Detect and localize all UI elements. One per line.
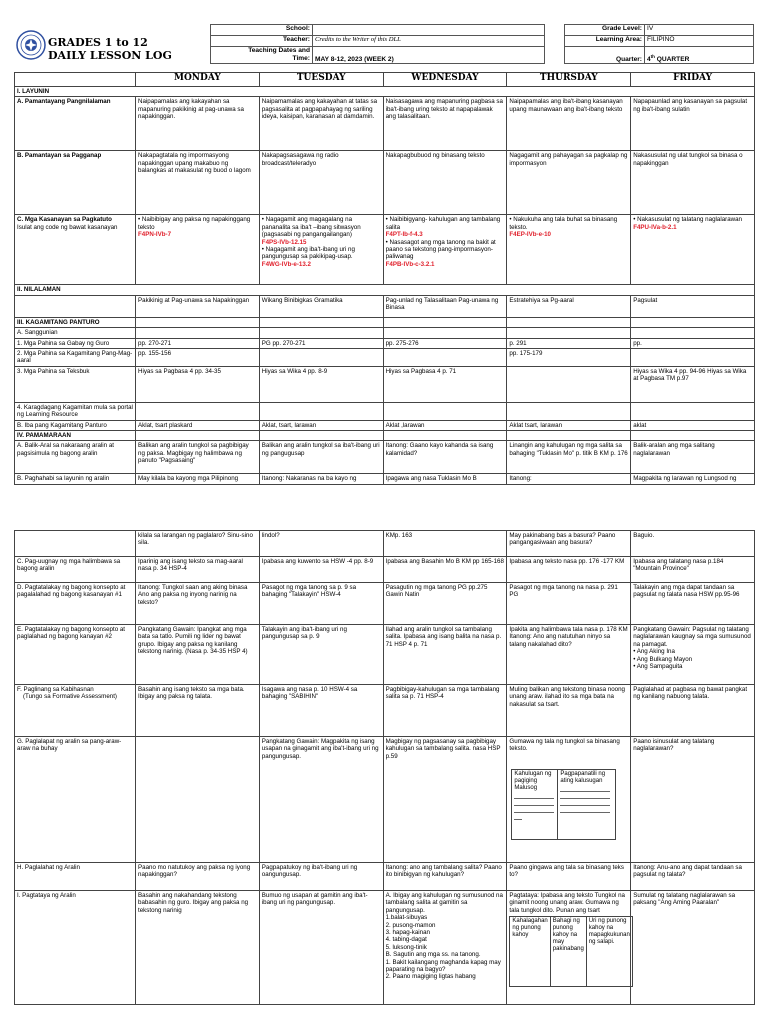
- school-value: [313, 25, 545, 36]
- header-info-table: [210, 24, 754, 64]
- teacher-value: Credits to the Writer of this DLL: [313, 36, 545, 47]
- dates-label: Teaching Dates and Time:: [211, 47, 313, 64]
- table-row: B. Paghahabi sa layunin ng aralin May kilala ba kayong mga Pilipinong Itanong: Nakaranas na ba kayo ng Ipagawa ang nasa Tuklasin Mo B Itanong: Magpakita ng larawan ng Lungsod ng: [15, 474, 755, 484]
- section-pamamaraan: IV. PAMAMARAAN: [15, 431, 755, 441]
- competency-code: F4WG-IVb-e-13.2: [261, 260, 311, 268]
- competency-code: F4PT-Ib-f-4.3: [385, 231, 423, 239]
- competency-code: F4PU-IVa-b-2.1: [633, 223, 677, 231]
- section-nilalaman: II. NILALAMAN: [15, 285, 755, 295]
- table-row: G. Paglalapat ng aralin sa pang-araw-araw na buhay Pangkatang Gawain: Magpakita ng isang usapan na ginagamit ang iba't-ibang uri ng pangungusap. Magbigay ng pagsasanay sa pagbibigay kahulugan sa tambalang salita. nasa HSP p.59 Gumawa ng tala ng tungkol sa binasang teksto. Kahulugan ng pagiging Malusog Pagpapanatili ng ating kalusugan Paano isinusulat ang talatang naglalarawan?: [15, 737, 755, 863]
- table-row: A. Sanggunian: [15, 328, 755, 338]
- teacher-label: Teacher:: [211, 36, 313, 47]
- table-row: D. Pagtatalakay ng bagong konsepto at pagalalahad ng bagong kasanayan #1 Itanong: Tungkol saan ang aking binasa Ano ang paksa ng inyong narinig na teksto? Pasagot ng mga tanong sa p. 9 sa bahaging "Talakayin" HSW-4 Pasagutin ng mga tanong PG pp.275 Gawin Natin Pasagot ng mga tanong na nasa p. 291 PG Talakayin ang mga dapat tandaan sa pagsulat ng talata nasa HSW pp.95-96: [15, 583, 755, 625]
- lesson-log-table-page-2: [14, 530, 755, 1005]
- header: [14, 24, 754, 72]
- deped-seal-icon: [16, 30, 46, 60]
- table-row: E. Pagtatalakay ng bagong konsepto at paglalahad ng bagong kanayan #2 Pangkatang Gawain: Ipangkat ang mga bata sa tatlo. Pumili ng lider ng bawat grupo. Ibigay ang paksa ng kanilang tekstong narinig. (Nasa p. 34-35 HSP 4) Talakayin ang iba't-ibang uri ng pangungusap sa p. 9 Ilahad ang aralin tungkol sa tambalang salita. Ipabasa ang isang balita na nasa p. 71 HSP 4 p. 71 Ipakita ang halimbawa tala nasa p. 178 KM Itanong: Ano ang natutuhan ninyo sa talang nakalahad dito? Pangkatang Gawain: Pagsulat ng talatang naglalarawan kaugnay sa mga sumusunod na pamagat. • Ang Aking Ina • Ang Bulkang Mayon • Ang Sampaguita: [15, 625, 755, 685]
- health-chart: Kahulugan ng pagiging Malusog Pagpapanatili ng ating kalusugan: [511, 769, 616, 840]
- dates-value: MAY 8-12, 2023 (WEEK 2): [313, 47, 545, 64]
- table-row: 3. Mga Pahina sa Teksbuk Hiyas sa Pagbasa 4 pp. 34-35 Hiyas sa Wika 4 pp. 8-9 Hiyas sa Pagbasa 4 p. 71 Hiyas sa Wika 4 pp. 94-96 Hiyas sa Wika at Pagbasa TM p.97: [15, 366, 755, 402]
- area-label: Learning Area:: [565, 36, 645, 47]
- day-wednesday: WEDNESDAY: [383, 73, 507, 87]
- day-tuesday: TUESDAY: [259, 73, 383, 87]
- competency-code: F4PN-IVb-7: [138, 231, 172, 239]
- table-row: Pakikinig at Pag-unawa sa Napakinggan Wikang Binibigkas Gramatika Pag-unlad ng Talasalitaan Pag-unawa ng Binasa Estratehiya sa Pg-aaral Pagsulat: [15, 295, 755, 317]
- tree-chart: Kahalagahan ng punong kahoy Bahagi ng punong kahoy na may pakinabang Uri ng punong kahoy na mapagkukunan ng salapi.: [509, 916, 632, 987]
- lesson-log-table-page-1: [14, 72, 755, 485]
- section-layunin: I. LAYUNIN: [15, 87, 755, 97]
- day-thursday: THURSDAY: [507, 73, 631, 87]
- table-row: 4. Karagdagang Kagamitan mula sa portal ng Learning Resource: [15, 402, 755, 420]
- table-row: C. Pag-uugnay ng mga halimbawa sa bagong aralin Iparinig ang isang teksto sa mag-aaral nasa p. 34 HSP-4 Ipabasa ang kuwento sa HSW -4 pp. 8-9 Ipabasa ang Basahin Mo B KM pp 165-168 Ipabasa ang teksto nasa pp. 176 -177 KM Ipabasa ang talatang nasa p.184 "Mountain Province": [15, 557, 755, 583]
- table-row: 1. Mga Pahina sa Gabay ng Guro pp. 270-271 PG pp. 270-271 pp. 275-276 p. 291 pp.: [15, 338, 755, 348]
- section-kagamitang-panturo: III. KAGAMITANG PANTURO: [15, 317, 755, 327]
- competency-code: F4EP-IVb-e-10: [509, 231, 551, 239]
- day-friday: FRIDAY: [631, 73, 755, 87]
- document-title: GRADES 1 to 12 DAILY LESSON LOG: [48, 36, 172, 62]
- grade-value: IV: [645, 25, 754, 36]
- competency-code: F4PB-IVb-c-3.2.1: [385, 260, 435, 268]
- page-1: [14, 24, 754, 485]
- table-row: A. Balik-Aral sa nakaraang aralin at pagsisimula ng bagong aralin Balikan ang aralin tungkol sa pagbibigay ng paksa. Magbigay ng halimbawa ng panuto "Pagsasaing" Balikan ang aralin tungkol sa iba't-ibang uri ng pangugusap Itanong: Gaano kayo kahanda sa isang kalamidad? Linangin ang kahulugan ng mga salita sa bahaging "Tuklasin Mo" p. titik B KM p. 176 Balik-aralan ang mga salitang naglalarawan: [15, 441, 755, 474]
- table-row: 2. Mga Pahina sa Kagamitang Pang-Mag-aaral pp. 155-156 pp. 175-179: [15, 349, 755, 367]
- table-row: C. Mga Kasanayan sa Pagkatuto Isulat ang code ng bawat kasanayan • Naibibigay ang paksa ng napakinggang teksto F4PN-IVb-7 • Nagagamit ang magagalang na pananalita sa iba't –ibang sitwasyon (pagsasabi ng pangangailangan) F4PS-IVb-12.15 • Nagagamit ang iba't-ibang uri ng pangungusap sa pakikipag-usap. F4WG-IVb-e-13.2 • Naibibigyang- kahulugan ang tambalang salita F4PT-Ib-f-4.3 • Nasasagot ang mga tanong na bakit at paano sa tekstong pang-impormasyon-paliwanag F4PB-IVb-c-3.2.1 • Nakukuha ang tala buhat sa binasang teksto. F4EP-IVb-e-10 • Nakasusulat ng talatang naglalarawan F4PU-IVa-b-2.1: [15, 215, 755, 285]
- table-row: A. Pamantayang Pangnilalaman Naipapamalas ang kakayahan sa mapanuring pakikinig at pag-unawa sa napakinggan. Naipamamalas ang kakayahan at tatas sa pagsasalita at pagpapahayag ng sariling ideya, kaisipan, karanasan at damdamin. Naisasagawa ang mapanuring pagbasa sa iba't-ibang uring teksto at napapalawak ang talasalitaan. Naipapamalas ang iba't-ibang kasanayan upang maunawaan ang iba't-ibang teksto Napapaunlad ang kasanayan sa pagsulat ng iba't-ibang sulatin: [15, 97, 755, 151]
- grade-label: Grade Level:: [565, 25, 645, 36]
- table-row: kilala sa larangan ng paglalaro? Sinu-sino sila. lindol? KMp. 163 May pakinabang bas a basura? Paano pangangasiwaan ang basura? Baguio.: [15, 531, 755, 557]
- page-2: [14, 530, 754, 1005]
- area-value: FILIPINO: [645, 36, 754, 47]
- table-row: B. Iba pang Kagamitang Panturo Aklat, tsart plaskard Aklat, tsart, larawan Aklat ,larawan Aklat tsart, larawan aklat: [15, 420, 755, 430]
- day-monday: MONDAY: [136, 73, 260, 87]
- quarter-value: 4th QUARTER: [645, 47, 754, 64]
- table-row: B. Pamantayan sa Pagganap Nakapagtatala ng impormasyong napakinggan upang makabuo ng balangkas at makasulat ng buod o lagom Nakapagsasagawa ng radio broadcast/teleradyo Nakapagbubuod ng binasang teksto Nagagamit ang pahayagan sa pagkalap ng impormasyon Nakasusulat ng ulat tungkol sa binasa o napakinggan: [15, 151, 755, 215]
- day-header-row: [15, 73, 755, 87]
- table-row: H. Paglalahat ng Aralin Paano mo natutukoy ang paksa ng iyong napakinggan? Pagpapatukoy ng iba't-ibang uri ng oangungusap. Itanong: ano ang tambalang salita? Paano ito binibigyan ng kahulugan? Paano gingawa ang tala sa binasang teks to? Itanong: Anu-ano ang dapat tandaan sa pagsulat ng talata?: [15, 863, 755, 891]
- table-row: I. Pagtataya ng Aralin Basahin ang nakahandang tekstong babasahin ng guro. Ibigay ang paksa ng tekstong narinig Bumuo ng usapan at gamitin ang iba't-ibang uri ng pangungusap. A. Ibigay ang kahulugan ng sumusunod na tambalang salita at gamitin sa pangungusap. 1.balat-sibuyas 2. pusong-mamon 3. hapag-kainan 4. tabing-dagat 5. luksong-tinik B. Sagutin ang mga ss. na tanong. 1. Bakit kailangang maghanda kapag may paparating na bagyo? 2. Paano magiging ligtas habang Pagtataya: Ipabasa ang teksto Tungkol na ginamit noong unang araw. Gumawa ng tala tungkol dito. Punan ang tsart Kahalagahan ng punong kahoy Bahagi ng punong kahoy na may pakinabang Uri ng punong kahoy na mapagkukunan ng salapi. Sumulat ng talatang naglalarawan sa paksang "Ang Aming Paaralan": [15, 891, 755, 1005]
- competency-code: F4PS-IVb-12.15: [261, 238, 307, 246]
- quarter-label: Quarter:: [565, 47, 645, 64]
- school-label: School:: [211, 25, 313, 36]
- table-row: F. Paglinang sa Kabihasnan (Tungo sa Formative Assessment) Basahin ang isang teksto sa mga bata. Ibigay ang paksa ng talata. Isagawa ang nasa p. 10 HSW-4 sa bahaging "SABIHIN" Pagbibigay-kahulugan sa mga tambalang salita sa p. 71 HSP-4 Muling balikan ang tekstong binasa noong unang araw. ilahad ito sa mga bata na nakasulat sa tsart. Paglalahad at pagbasa ng bawat pangkat ng kanilang nabuong talata.: [15, 685, 755, 737]
